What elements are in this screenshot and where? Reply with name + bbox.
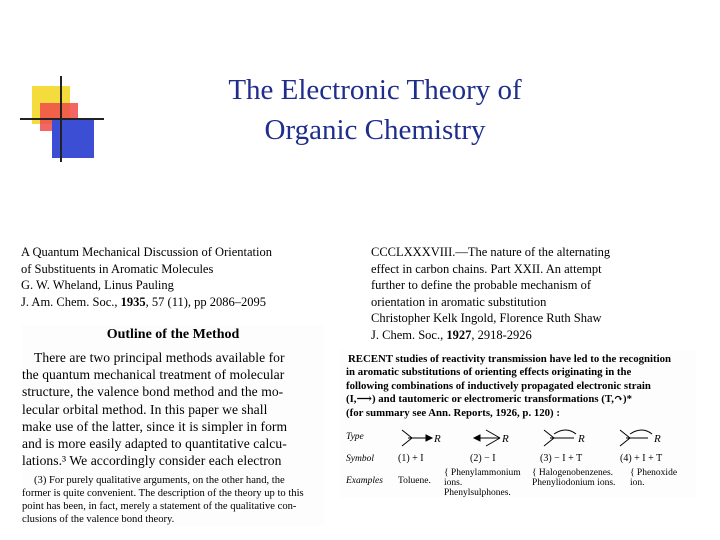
journal-prefix: J. Chem. Soc., <box>371 327 447 342</box>
excerpt-heading: Outline of the Method <box>106 327 240 342</box>
citation-line: CCCLXXXVIII.—The nature of the alternating <box>371 245 611 259</box>
footnote-line: former is quite convenient. The description of the theory up to this <box>22 488 304 500</box>
group-letter-2: R <box>502 433 509 446</box>
excerpt-line: and is more easily adapted to quantitative calcu- <box>22 436 287 452</box>
slide-title-line: Organic Chemistry <box>264 114 486 146</box>
citation-journal <box>371 327 610 344</box>
scanned-excerpt-ingold-shaw <box>340 350 696 498</box>
excerpt-line: (for summary see Ann. Reports, 1926, p. 120) : <box>346 406 560 419</box>
arrow-type-1 <box>402 430 432 446</box>
excerpt-line: structure, the valence bond method and the mo- <box>22 384 284 400</box>
type-label: Type <box>346 432 364 443</box>
examples-label: Examples <box>346 476 383 487</box>
citation-authors: G. W. Wheland, Linus Pauling <box>21 278 174 292</box>
excerpt-line: RECENT studies of reactivity transmission have led to the recognition <box>348 353 672 365</box>
excerpt-line: lecular orbital method. In this paper we shall <box>22 401 268 417</box>
footnote-line: (3) For purely qualitative arguments, on the other hand, the <box>34 475 285 487</box>
excerpt-line: There are two principal methods available for <box>34 350 285 365</box>
journal-suffix: , 57 (11), pp 2086–2095 <box>145 294 267 309</box>
decor-blue-square <box>52 118 94 158</box>
citation-year: 1927 <box>446 327 472 342</box>
group-letter-4: R <box>654 433 661 446</box>
group-letter-3: R <box>578 433 585 446</box>
type-row <box>340 426 696 450</box>
citation-year: 1935 <box>120 294 146 309</box>
journal-suffix: , 2918-2926 <box>471 327 532 342</box>
example-4: { Phenoxide ion. <box>630 468 678 489</box>
symbol-4: (4) + I + T <box>620 453 663 465</box>
slide-title <box>130 70 620 150</box>
excerpt-line: in aromatic substitutions of orienting effects originating in the <box>346 366 632 379</box>
citation-authors: Christopher Kelk Ingold, Florence Ruth Shaw <box>371 311 602 325</box>
citation-line: of Substituents in Aromatic Molecules <box>21 261 214 276</box>
arrow-type-3 <box>544 430 576 446</box>
citation-line: A Quantum Mechanical Discussion of Orientation <box>21 245 272 259</box>
arrow-type-4 <box>620 430 652 446</box>
citation-line: further to define the probable mechanism of <box>371 278 592 292</box>
citation-line: orientation in aromatic substitution <box>371 294 547 309</box>
citation-line: effect in carbon chains. Part XXII. An attempt <box>371 261 602 276</box>
excerpt-line: (I,⟶) and tautomeric or electromeric transformations (T,↷)* <box>346 393 632 406</box>
group-letter-1: R <box>434 433 441 446</box>
decor-horizontal-line <box>20 118 104 120</box>
right-citation <box>371 244 610 343</box>
excerpt-line: lations.³ We accordingly consider each electron <box>22 453 282 469</box>
examples-row <box>340 468 696 498</box>
symbol-1: (1) + I <box>398 453 424 465</box>
slide-title-line: The Electronic Theory of <box>228 74 522 106</box>
excerpt-line: make use of the latter, since it is simpler in form <box>22 418 288 434</box>
example-1: Toluene. <box>398 476 431 487</box>
excerpt-line: following combinations of inductively propagated electronic strain <box>346 379 651 392</box>
example-3: { Halogenobenzenes. Phenyliodonium ions. <box>532 468 616 489</box>
footnote-line: clusions of the valence bond theory. <box>22 514 175 526</box>
arrow-type-2 <box>474 430 500 446</box>
excerpt-line: the quantum mechanical treatment of molecular <box>22 367 285 383</box>
example-2: { Phenylammonium ions. Phenylsulphones. <box>444 468 521 498</box>
citation-journal <box>21 294 272 311</box>
symbol-row <box>340 450 696 468</box>
scanned-excerpt-wheland-pauling <box>22 325 324 526</box>
footnote-line: point has been, in fact, merely a statement of the qualitative con- <box>22 501 297 513</box>
journal-prefix: J. Am. Chem. Soc., <box>21 294 121 309</box>
symbol-2: (2) − I <box>470 453 496 465</box>
left-citation <box>21 244 272 310</box>
symbol-3: (3) − I + T <box>540 453 583 465</box>
symbol-label: Symbol <box>346 454 374 465</box>
substituent-arrows-diagram <box>340 426 696 450</box>
